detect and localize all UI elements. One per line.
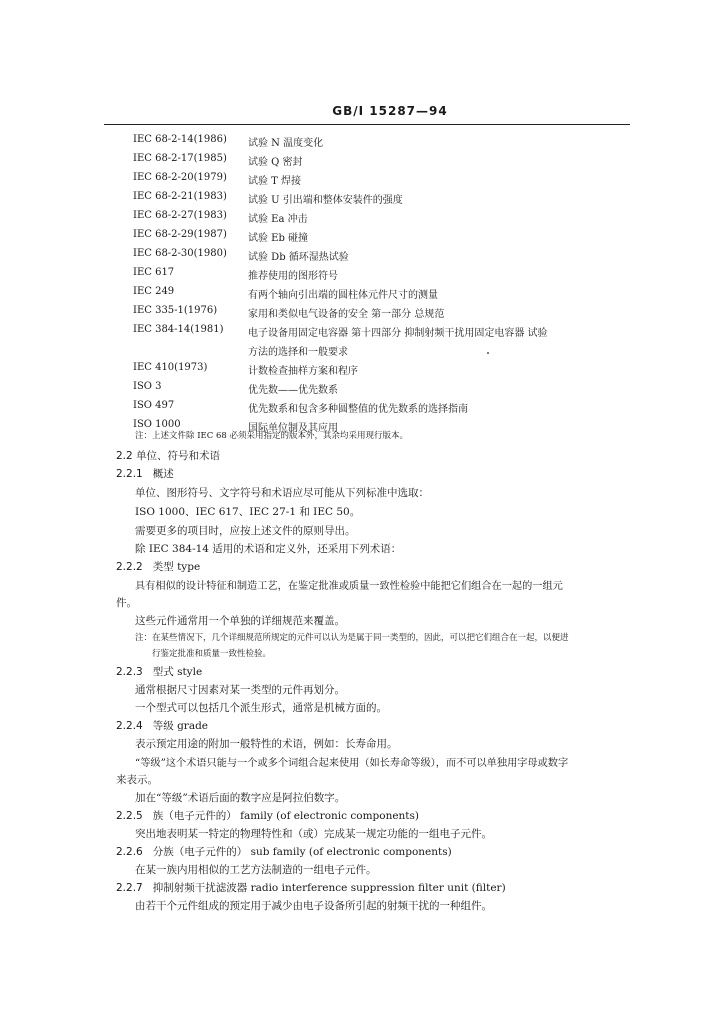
reference-title: 试验 Eb 碰撞 [248, 233, 309, 244]
reference-title: 试验 N 温度变化 [248, 138, 324, 149]
paragraph-continuation: 件。 [116, 597, 137, 609]
paragraph: 单位、图形符号、文字符号和术语应尽可能从下列标准中选取： [135, 487, 429, 499]
section-number: 2.2.4 [116, 720, 143, 732]
reference-code: IEC 68-2-30(1980) [133, 248, 227, 259]
section-number: 2.2.7 [116, 882, 143, 894]
reference-code: IEC 68-2-27(1983) [133, 210, 227, 221]
section-number: 2.2.2 [116, 561, 143, 573]
section-title: 等级 grade [152, 720, 209, 732]
note: 注：在某些情况下，几个详细规范所规定的元件可以认为是属于同一类型的，因此，可以把它们组合在一起，以便进 [135, 633, 569, 643]
section-number: 2.2.6 [116, 846, 143, 858]
page-header-standard-number: GB/I 15287—94 [332, 104, 448, 118]
reference-title: 试验 U 引出端和整体安装件的强度 [248, 195, 403, 206]
reference-title: 试验 T 焊接 [248, 176, 302, 187]
section-title: 概述 [152, 468, 174, 480]
reference-title-continuation: 方法的选择和一般要求 [248, 347, 348, 358]
section-number: 2.2.3 [116, 666, 143, 678]
section-number: 2.2.1 [116, 468, 143, 480]
reference-code: ISO 1000 [133, 419, 181, 430]
paragraph: 突出地表明某一特定的物理特性和（或）完成某一规定功能的一组电子元件。 [135, 828, 492, 840]
reference-title: 试验 Db 循环湿热试验 [248, 252, 349, 263]
reference-title: 家用和类似电气设备的安全 第一部分 总规范 [248, 309, 445, 320]
reference-code: IEC 68-2-21(1983) [133, 191, 227, 202]
paragraph: 通常根据尺寸因素对某一类型的元件再划分。 [135, 684, 345, 696]
section-heading-2-2-1 [116, 466, 174, 481]
section-title: 分族（电子元件的） sub family (of electronic components) [152, 846, 452, 858]
reference-code: IEC 249 [133, 286, 175, 297]
section-heading-2-2-6 [116, 844, 452, 859]
section-heading-2-2: 2.2 单位、符号和术语 [116, 450, 221, 462]
reference-code: IEC 68-2-17(1985) [133, 153, 227, 164]
references-note: 注：上述文件除 IEC 68 必须采用指定的版本外，其余均采用现行版本。 [135, 431, 408, 441]
reference-title: 试验 Q 密封 [248, 157, 303, 168]
paragraph: 一个型式可以包括几个派生形式，通常是机械方面的。 [135, 702, 387, 714]
reference-code: IEC 68-2-29(1987) [133, 229, 227, 240]
section-title: 抑制射频干扰滤波器 radio interference suppression filter unit (filter) [152, 882, 506, 894]
reference-code: IEC 617 [133, 267, 175, 278]
section-heading-2-2-5 [116, 808, 419, 823]
header-rule [104, 124, 630, 125]
section-heading-2-2-2 [116, 559, 200, 574]
reference-title: 国际单位制及其应用 [248, 423, 338, 434]
note-continuation: 行鉴定批准和质量一致性检验。 [152, 649, 272, 659]
section-title: 族（电子元件的） family (of electronic components) [152, 810, 420, 822]
reference-code: IEC 384-14(1981) [133, 324, 224, 335]
reference-title: 推荐使用的图形符号 [248, 271, 338, 282]
reference-title: 试验 Ea 冲击 [248, 214, 308, 225]
reference-code: ISO 3 [133, 381, 162, 392]
paragraph: 需要更多的项目时，应按上述文件的原则导出。 [135, 525, 356, 537]
paragraph: 由若干个元件组成的预定用于减少由电子设备所引起的射频干扰的一种组件。 [135, 900, 492, 912]
reference-title: 有两个轴向引出端的圆柱体元件尺寸的测量 [248, 290, 438, 301]
section-number: 2.2.5 [116, 810, 143, 822]
reference-code: ISO 497 [133, 400, 175, 411]
section-title: 类型 type [152, 561, 201, 573]
section-heading-2-2-4 [116, 718, 208, 733]
section-heading-2-2-7 [116, 880, 506, 895]
reference-code: IEC 68-2-20(1979) [133, 172, 227, 183]
section-title: 型式 style [152, 666, 203, 678]
reference-title: 电子设备用固定电容器 第十四部分 抑制射频干扰用固定电容器 试验 [248, 328, 548, 339]
paragraph: ISO 1000、IEC 617、IEC 27-1 和 IEC 50。 [135, 506, 361, 518]
paragraph: 在某一族内用相似的工艺方法制造的一组电子元件。 [135, 864, 377, 876]
section-heading-2-2-3 [116, 664, 202, 679]
paragraph: 除 IEC 384-14 适用的术语和定义外，还采用下列术语： [135, 543, 402, 555]
reference-code: IEC 335-1(1976) [133, 305, 218, 316]
reference-code: IEC 410(1973) [133, 362, 208, 373]
reference-title: 优先数系和包含多种圆整值的优先数系的选择指南 [248, 404, 468, 415]
paragraph: 具有相似的设计特征和制造工艺，在鉴定批准或质量一致性检验中能把它们组合在一起的一组元 [135, 581, 563, 592]
paragraph: 加在“等级”术语后面的数字应是阿拉伯数字。 [135, 792, 346, 804]
paragraph: 表示预定用途的附加一般特性的术语，例如：长寿命用。 [135, 738, 398, 750]
reference-title: 优先数——优先数系 [248, 385, 338, 396]
scan-speck [487, 352, 489, 354]
reference-code: IEC 68-2-14(1986) [133, 134, 227, 145]
paragraph: 这些元件通常用一个单独的详细规范来覆盖。 [135, 615, 345, 627]
paragraph-continuation: 来表示。 [116, 774, 158, 786]
paragraph: “等级”这个术语只能与一个或多个词组合起来使用（如长寿命等级），而不可以单独用字母或数字 [135, 758, 569, 769]
reference-title: 计数检查抽样方案和程序 [248, 366, 358, 377]
